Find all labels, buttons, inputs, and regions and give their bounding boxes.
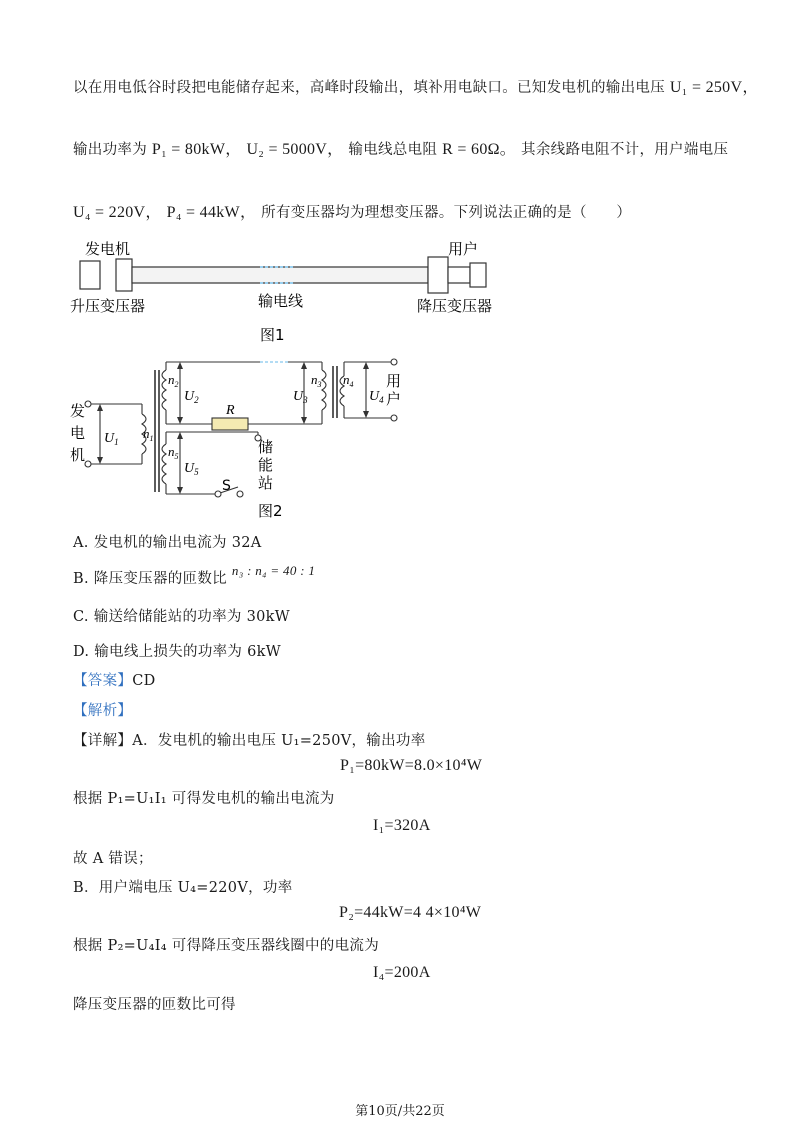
solution-line-1	[73, 729, 426, 750]
solution-line-4: B．用户端电压 U₄=220V，功率	[73, 880, 293, 896]
problem-p1-value: P₁ = 80kW，	[151, 141, 242, 158]
fig1-generator-box	[80, 261, 100, 289]
problem-line-2-text-a: 输出功率为	[73, 142, 147, 158]
fig2-storage-char-2: 能	[258, 456, 274, 474]
answer-line	[73, 669, 156, 690]
problem-line-1-text: 以在用电低谷时段把电能储存起来，高峰时段输出，填补用电缺口。已知发电机的输出电压	[73, 80, 665, 96]
fig1-generator-label: 发电机	[85, 240, 131, 258]
equation-i1: I₁=320A	[373, 817, 431, 834]
problem-u2-value: U₂ = 5000V，	[246, 141, 344, 158]
detail-label: 【详解】	[73, 733, 133, 749]
fig2-generator-char-2: 电	[70, 424, 86, 442]
problem-r-value: R = 60Ω。	[442, 141, 517, 158]
fig2-u1-label: $U_1$	[104, 431, 119, 447]
fig2-terminal	[85, 461, 91, 467]
option-a: A. 发电机的输出电流为 32A	[73, 535, 262, 551]
fig2-n2-label: $n_2$	[168, 372, 179, 389]
fig2-n3-label: $n_3$	[311, 372, 322, 389]
solution-line-5: 根据 P₂=U₄I₄ 可得降压变压器线圈中的电流为	[73, 938, 380, 954]
fig2-u4-label: $U_4$	[369, 389, 384, 405]
equation-p1: P₁=80kW=8.0×10⁴W	[340, 757, 483, 774]
fig1-step-down-transformer	[428, 257, 448, 293]
fig2-user-char-2: 户	[386, 390, 402, 408]
fig2-generator-char-3: 机	[70, 446, 86, 464]
problem-line-1	[73, 74, 759, 97]
fig2-terminal	[85, 401, 91, 407]
fig1-caption: 图1	[260, 326, 285, 344]
fig1-step-up-label: 升压变压器	[70, 297, 146, 315]
problem-p4-value: P₄ = 44kW，	[166, 204, 257, 221]
problem-u1-value: U₁ = 250V，	[669, 79, 759, 96]
option-c: C. 输送给储能站的功率为 30kW	[73, 609, 290, 625]
answer-value: CD	[132, 673, 156, 689]
page-number: 第10页/共22页	[355, 1104, 445, 1119]
problem-line-2-text-b: 输电线总电阻	[348, 142, 438, 158]
answer-label: 【答案】	[73, 673, 133, 689]
figure-1	[70, 236, 510, 348]
analysis-label: 【解析】	[73, 703, 133, 719]
solution-line-2: 根据 P₁=U₁I₁ 可得发电机的输出电流为	[73, 791, 335, 807]
fig2-switch-label: S	[222, 478, 231, 494]
problem-line-2-text-c: 其余线路电阻不计，用户端电压	[521, 142, 729, 158]
equation-i4: I₄=200A	[373, 964, 431, 981]
fig2-n1-label: $n_1$	[143, 426, 154, 443]
fig1-user-box	[470, 263, 486, 287]
fig2-resistor	[212, 418, 248, 430]
fig2-n5-label: $n_5$	[168, 444, 179, 461]
fig1-step-down-label: 降压变压器	[417, 297, 493, 315]
fig1-user-label: 用户	[448, 240, 479, 258]
problem-u4-value: U₄ = 220V，	[73, 204, 162, 221]
fig2-switch-terminal	[237, 491, 243, 497]
fig2-caption: 图2	[258, 502, 283, 520]
option-b-ratio: n₃ : n₄ = 40 : 1	[231, 563, 316, 578]
fig1-step-up-transformer	[116, 259, 132, 291]
fig2-generator-char-1: 发	[70, 402, 86, 420]
fig2-terminal	[391, 415, 397, 421]
fig2-u5-label: $U_5$	[184, 461, 199, 477]
problem-line-3	[73, 199, 631, 222]
problem-line-2	[73, 136, 728, 159]
fig2-switch-terminal	[215, 491, 221, 497]
fig1-line-label: 输电线	[258, 292, 304, 310]
fig2-terminal	[391, 359, 397, 365]
fig2-storage-char-1: 储	[258, 438, 274, 456]
problem-line-3-text: 所有变压器均为理想变压器。下列说法正确的是（ ）	[261, 205, 632, 221]
equation-p2: P₂=44kW=4 4×10⁴W	[339, 904, 482, 921]
option-b	[73, 563, 316, 588]
fig2-u3-label: $U_3$	[293, 389, 308, 405]
fig2-r-label: R	[226, 403, 235, 418]
option-d: D. 输电线上损失的功率为 6kW	[73, 644, 281, 660]
option-b-text: B. 降压变压器的匝数比	[73, 571, 227, 587]
fig2-n4-label: $n_4$	[343, 372, 354, 389]
solution-line-6: 降压变压器的匝数比可得	[73, 997, 236, 1013]
figure-2	[70, 352, 430, 522]
solution-line-3: 故 A 错误；	[73, 851, 153, 867]
fig2-u2-label: $U_2$	[184, 389, 199, 405]
solution-step-a-intro: A．发电机的输出电压 U₁=250V，输出功率	[132, 733, 426, 749]
fig2-user-char-1: 用	[386, 372, 402, 390]
fig2-storage-char-3: 站	[258, 474, 274, 492]
fig1-transmission-line	[132, 267, 428, 283]
